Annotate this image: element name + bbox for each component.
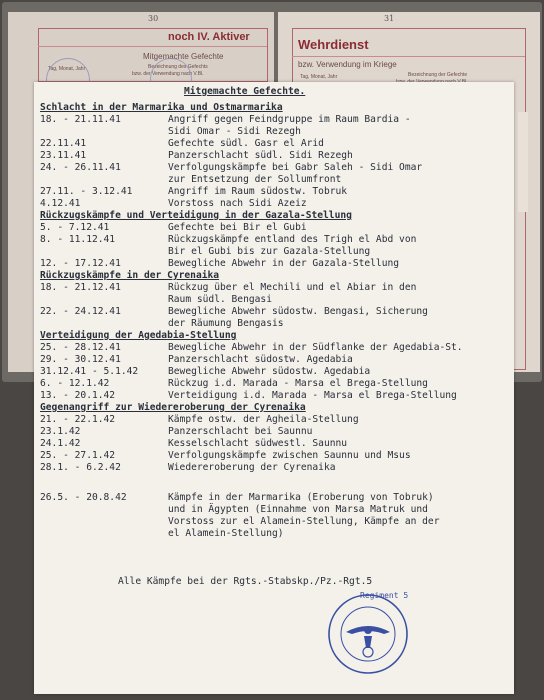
entry-text: Bir el Gubi bis zur Gazala-Stellung [168,246,371,257]
entry-text: Bewegliche Abwehr in der Gazala-Stellung [168,258,400,269]
entry-date: 23.1.42 [40,426,81,437]
right-header-title: Wehrdienst [298,37,369,52]
right-col-date: Tag, Monat, Jahr [300,74,338,80]
entry-date: 27.11. - 3.12.41 [40,186,133,197]
entry-date: 4.12.41 [40,198,81,209]
entry-date: 5. - 7.12.41 [40,222,110,233]
entry-date: 23.11.41 [40,150,87,161]
entry-date: 29. - 30.12.41 [40,354,121,365]
entry-text: Panzerschlacht südl. Sidi Rezegh [168,150,353,161]
entry-text: der Räumung Bengasis [168,318,284,329]
left-col-usage: bzw. der Verwendung nach V.Bl. [132,71,204,77]
section-heading-text: Gegenangriff zur Wiedereroberung der Cyrenaika [40,402,306,413]
entry-text: Gefechte südl. Gasr el Arid [168,138,324,149]
left-header-subtitle: Mitgemachte Gefechte [143,52,224,61]
left-page-number: 30 [148,14,159,23]
entry-text: Verteidigung i.d. Marada - Marsa el Brega-Stellung [168,390,457,401]
right-page-number: 31 [384,14,395,23]
entry-text: Bewegliche Abwehr südostw. Bengasi, Sicherung [168,306,428,317]
entry-text: Verfolgungskämpfe bei Gabr Saleh - Sidi Omar [168,162,423,173]
entry-text: Rückzugskämpfe entland des Trigh el Abd von [168,234,417,245]
entry-date: 24.1.42 [40,438,81,449]
entry-date: 31.12.41 - 5.1.42 [40,366,139,377]
entry-text: Wiedereroberung der Cyrenaika [168,462,336,473]
left-col-date: Tag, Monat, Jahr [48,66,86,72]
divider [38,46,267,47]
section-heading-text: Verteidigung der Agedabia-Stellung [40,330,237,341]
entry-text: Raum südl. Bengasi [168,294,272,305]
entry-text: Kämpfe ostw. der Agheila-Stellung [168,414,359,425]
entry-text: Vorstoss nach Sidi Azeiz [168,198,307,209]
entry-text: Panzerschlacht bei Saunnu [168,426,313,437]
entry-text: el Alamein-Stellung) [168,528,284,539]
right-col-name: Bezeichnung der Gefechte [408,72,468,78]
entry-date: 21. - 22.1.42 [40,414,116,425]
entry-date: 6. - 12.1.42 [40,378,110,389]
regiment-stamp [326,592,410,676]
section-heading-text: Schlacht in der Marmarika und Ostmarmarika [40,102,283,113]
left-col-name: Bezeichnung des Gefechts [148,64,208,70]
entry-date: 12. - 17.12.41 [40,258,121,269]
entry-date: 13. - 20.1.42 [40,390,116,401]
entry-text: Angriff gegen Feindgruppe im Raum Bardia - [168,114,411,125]
entry-text: Kesselschlacht südwestl. Saunnu [168,438,348,449]
entry-text: Panzerschlacht südostw. Agedabia [168,354,353,365]
entry-text: Gefechte bei Bir el Gubi [168,222,307,233]
entry-text: Bewegliche Abwehr südostw. Agedabia [168,366,371,377]
entry-date: 24. - 26.11.41 [40,162,121,173]
entry-date: 18. - 21.12.41 [40,282,121,293]
entry-date: 8. - 11.12.41 [40,234,116,245]
stamp-text: Regiment 5 [360,591,409,600]
divider [292,56,525,57]
typed-sheet [34,82,514,694]
entry-text: Rückzug über el Mechili und el Abiar in den [168,282,417,293]
left-header-title: noch IV. Aktiver [168,31,250,43]
page-tab [518,112,528,212]
entry-text: Bewegliche Abwehr in der Südflanke der Agedabia-St. [168,342,463,353]
entry-date: 26.5. - 20.8.42 [40,492,127,503]
sheet-title: Mitgemachte Gefechte. [184,86,306,97]
entry-text: zur Entsetzung der Sollumfront [168,174,342,185]
entry-text: Rückzug i.d. Marada - Marsa el Brega-Stellung [168,378,428,389]
sheet-footer: Alle Kämpfe bei der Rgts.-Stabskp./Pz.-Rgt.5 [118,576,373,587]
entry-date: 25. - 28.12.41 [40,342,121,353]
entry-text: Kämpfe in der Marmarika (Eroberung von Tobruk) [168,492,434,503]
entry-date: 28.1. - 6.2.42 [40,462,121,473]
entry-date: 22.11.41 [40,138,87,149]
entry-text: Verfolgungskämpfe zwischen Saunnu und Msus [168,450,411,461]
entry-text: und in Ägypten (Einnahme von Marsa Matruk und [168,504,428,515]
entry-text: Sidi Omar - Sidi Rezegh [168,126,301,137]
entry-text: Vorstoss zur el Alamein-Stellung, Kämpfe an der [168,516,440,527]
eagle-stamp-icon [326,592,410,676]
entry-text: Angriff im Raum südostw. Tobruk [168,186,348,197]
entry-date: 25. - 27.1.42 [40,450,116,461]
entry-date: 22. - 24.12.41 [40,306,121,317]
right-header-subtitle: bzw. Verwendung im Kriege [298,60,397,69]
section-heading-text: Rückzugskämpfe und Verteidigung in der Gazala-Stellung [40,210,352,221]
entry-date: 18. - 21.11.41 [40,114,121,125]
section-heading-text: Rückzugskämpfe in der Cyrenaika [40,270,220,281]
